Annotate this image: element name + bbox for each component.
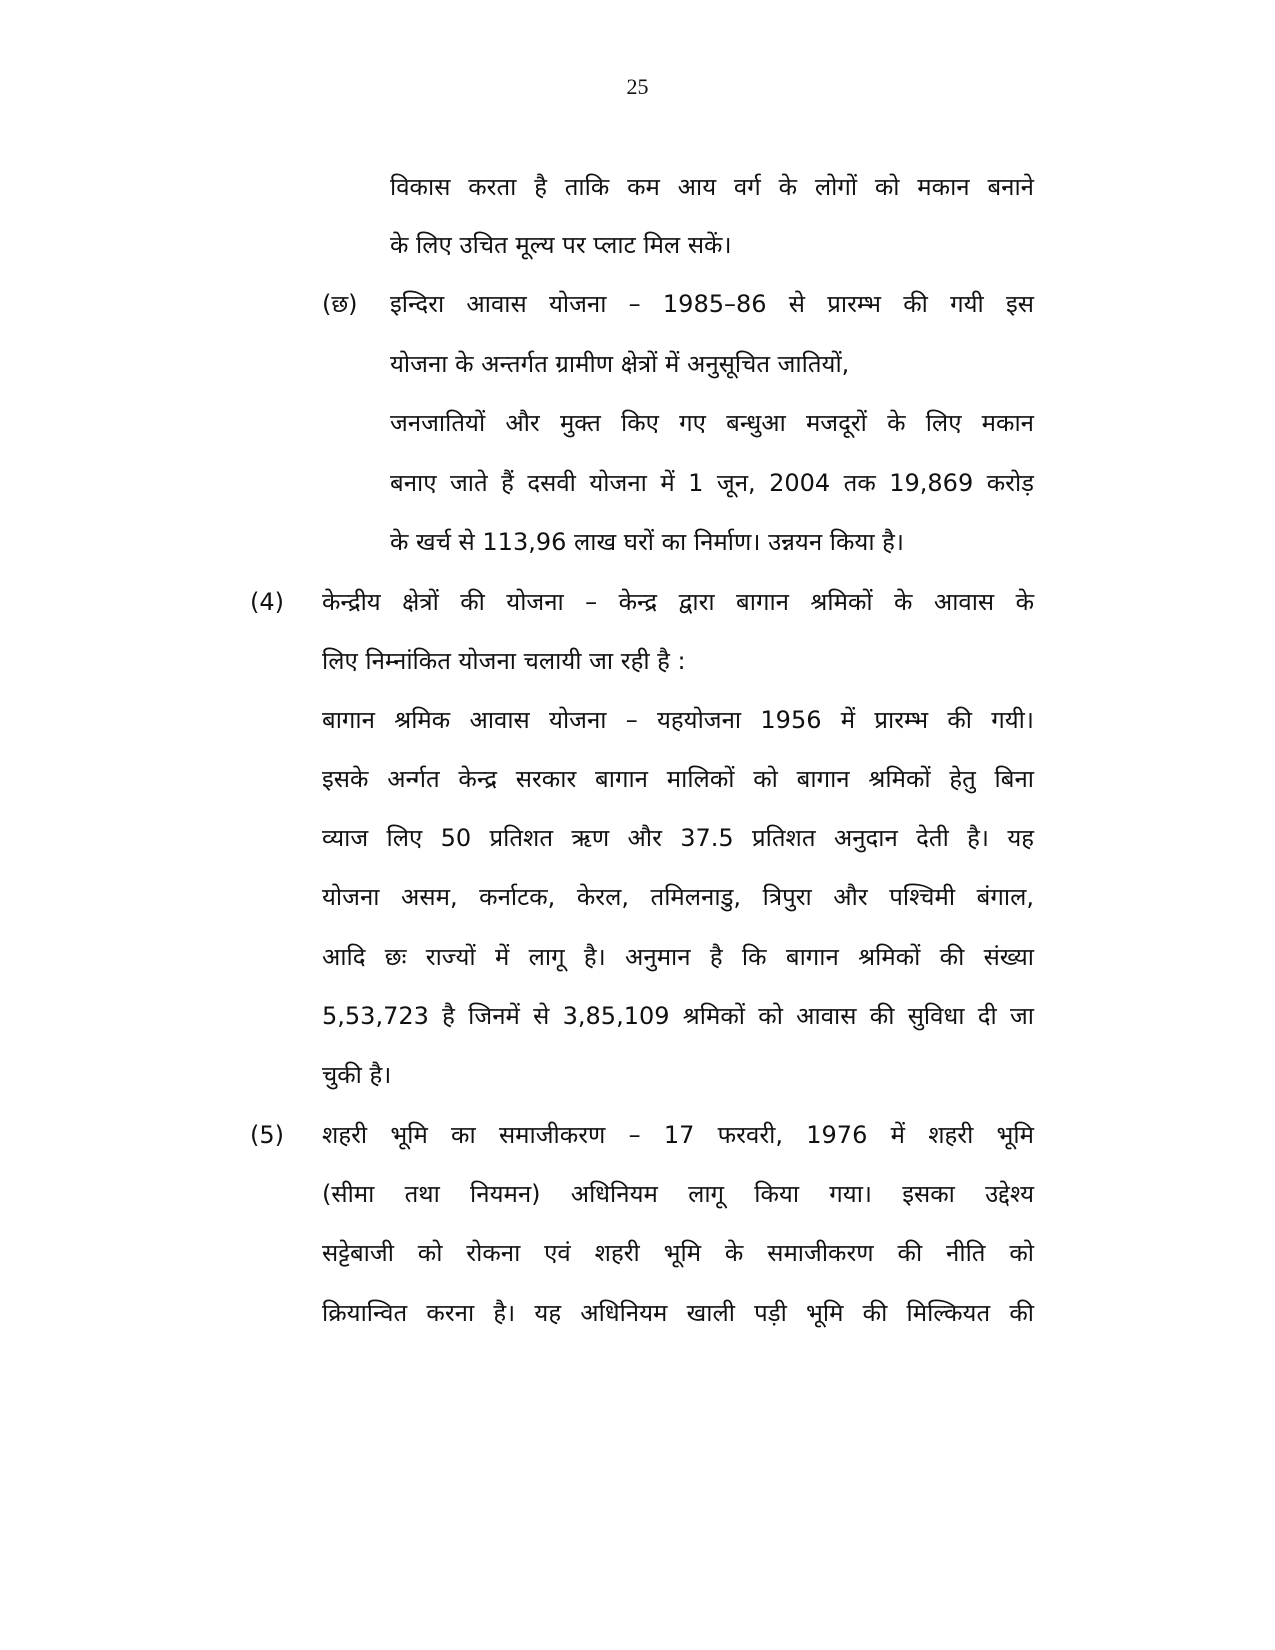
paragraph-line: क्रियान्वित करना है। यह अधिनियम खाली पड़ी भूमि की मिल्कियत की bbox=[322, 1299, 1034, 1327]
paragraph-line: बागान श्रमिक आवास योजना – यहयोजना 1956 में प्रारम्भ की गयी। bbox=[322, 706, 1034, 734]
paragraph-line: बनाए जाते हैं दसवी योजना में 1 जून, 2004 तक 19,869 करोड़ bbox=[390, 469, 1034, 497]
paragraph-line: जनजातियों और मुक्त किए गए बन्धुआ मजदूरों के लिए मकान bbox=[390, 409, 1034, 437]
paragraph-line: सट्टेबाजी को रोकना एवं शहरी भूमि के समाजीकरण की नीति को bbox=[322, 1239, 1034, 1267]
page-number: 25 bbox=[626, 74, 649, 99]
paragraph-line: लिए निम्नांकित योजना चलायी जा रही है : bbox=[322, 647, 686, 675]
paragraph-line: योजना असम, कर्नाटक, केरल, तमिलनाडु, त्रिपुरा और पश्चिमी बंगाल, bbox=[322, 883, 1034, 911]
paragraph-line: योजना के अन्तर्गत ग्रामीण क्षेत्रों में अनुसूचित जातियों, bbox=[390, 350, 850, 378]
paragraph-line: विकास करता है ताकि कम आय वर्ग के लोगों को मकान बनाने bbox=[390, 173, 1034, 201]
paragraph-line: व्याज लिए 50 प्रतिशत ऋण और 37.5 प्रतिशत अनुदान देती है। यह bbox=[322, 824, 1034, 852]
paragraph-line: 5,53,723 है जिनमें से 3,85,109 श्रमिकों को आवास की सुविधा दी जा bbox=[322, 1002, 1034, 1030]
list-marker: (5) bbox=[250, 1121, 284, 1149]
paragraph-line: आदि छः राज्यों में लागू है। अनुमान है कि बागान श्रमिकों की संख्या bbox=[322, 943, 1034, 971]
list-marker: (छ) bbox=[322, 290, 358, 318]
paragraph-line: इसके अर्न्गत केन्द्र सरकार बागान मालिकों को बागान श्रमिकों हेतु बिना bbox=[322, 765, 1034, 793]
list-marker: (4) bbox=[250, 588, 284, 616]
paragraph-line: के खर्च से 113,96 लाख घरों का निर्माण। उन्नयन किया है। bbox=[390, 528, 905, 556]
paragraph-line: केन्द्रीय क्षेत्रों की योजना – केन्द्र द्वारा बागान श्रमिकों के आवास के bbox=[322, 588, 1034, 616]
paragraph-line: शहरी भूमि का समाजीकरण – 17 फरवरी, 1976 में शहरी भूमि bbox=[322, 1121, 1034, 1149]
paragraph-line: चुकी है। bbox=[322, 1061, 392, 1089]
paragraph-line: के लिए उचित मूल्य पर प्लाट मिल सकें। bbox=[390, 231, 732, 259]
paragraph-line: (सीमा तथा नियमन) अधिनियम लागू किया गया। इसका उद्देश्य bbox=[322, 1180, 1034, 1208]
paragraph-line: इन्दिरा आवास योजना – 1985–86 से प्रारम्भ की गयी इस bbox=[390, 290, 1034, 318]
